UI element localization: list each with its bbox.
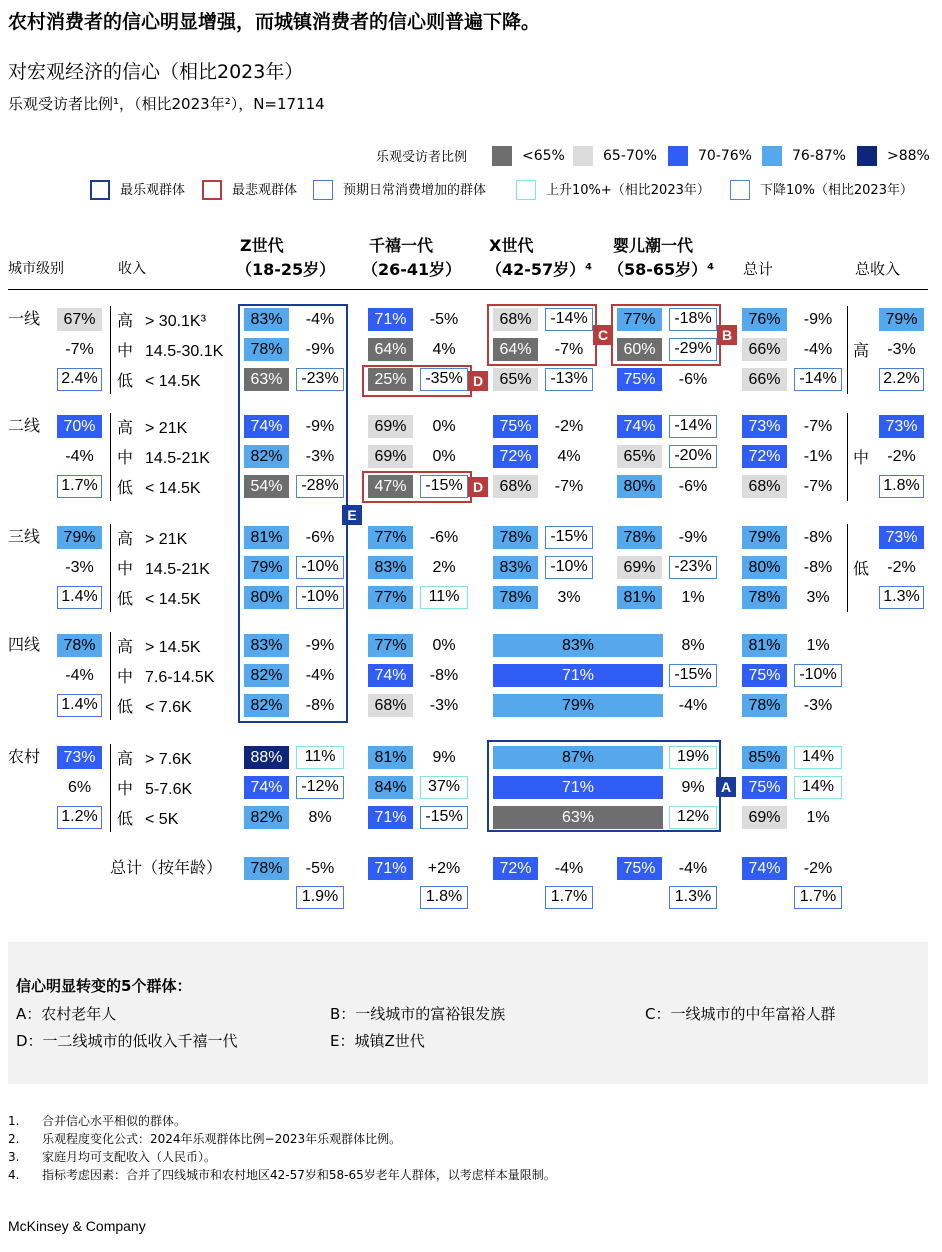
tier-name: 四线 (8, 637, 41, 654)
chart-subtitle: 乐观受访者比例¹，（相比2023年²），N=17114 (8, 95, 325, 113)
group-e-text: E：城镇Z世代 (330, 1032, 425, 1050)
genx-change: 3% (557, 589, 581, 606)
older-change: -4% (678, 697, 708, 714)
header-genz-1: Z世代 (240, 236, 284, 255)
group-e-outline (238, 304, 348, 723)
header-genx-1: X世代 (489, 236, 534, 255)
genz-value: 82% (244, 445, 289, 468)
tier-divider (110, 524, 111, 612)
boom-value: 75% (617, 368, 662, 391)
total-change: -9% (803, 311, 833, 328)
total-change: 3% (806, 589, 830, 606)
group-c-tag: C (593, 325, 613, 345)
boom-total-change: -4% (678, 860, 708, 877)
genx-value: 65% (493, 368, 538, 391)
tier-spend: 1.4% (57, 694, 102, 717)
boom-value: 77% (617, 308, 662, 331)
footnote-4-num: 4. (8, 1168, 20, 1182)
boom-total-value: 75% (617, 857, 662, 880)
total-income-change: -3% (887, 341, 916, 358)
tier-change: 6% (67, 779, 92, 796)
older-value: 71% (493, 664, 663, 687)
header-mill-2: （26-41岁） (362, 260, 462, 279)
group-c-outline (487, 304, 597, 366)
income-range: > 30.1K³ (145, 313, 206, 330)
genz-change: -9% (305, 637, 335, 654)
total-value: 79% (742, 526, 787, 549)
boom-change: -20% (669, 445, 717, 468)
income-range: < 14.5K (145, 480, 201, 497)
mill-value: 25% (368, 368, 413, 391)
mill-value: 84% (368, 776, 413, 799)
mill-value: 81% (368, 746, 413, 769)
total-change: -7% (803, 478, 833, 495)
tier-divider (110, 632, 111, 720)
header-genz-2: （18-25岁） (236, 260, 336, 279)
total-value: 75% (742, 664, 787, 687)
legend-down10: 下降10%（相比2023年） (760, 183, 913, 198)
genx-value: 83% (493, 556, 538, 579)
total-value: 78% (742, 586, 787, 609)
genx-total-change: -4% (554, 860, 584, 877)
legend-label: 乐观受访者比例 (376, 150, 468, 165)
income-level: 中 (117, 450, 134, 467)
mill-change: 11% (420, 586, 468, 609)
genx-value: 72% (493, 445, 538, 468)
total-total-change: -2% (803, 860, 833, 877)
mill-value: 69% (368, 415, 413, 438)
income-level: 高 (117, 313, 134, 330)
mill-total-value: 71% (368, 857, 413, 880)
total-value: 81% (742, 634, 787, 657)
group-b-text: B：一线城市的富裕银发族 (330, 1005, 506, 1023)
genz-value: 54% (244, 475, 289, 498)
genz-change: -10% (296, 586, 344, 609)
total-income-divider (847, 306, 848, 394)
footnote-2: 乐观程度变化公式：2024年乐观群体比例−2023年乐观群体比例。 (42, 1132, 402, 1146)
boom-change: -29% (669, 338, 717, 361)
genz-value: 74% (244, 776, 289, 799)
genz-change: -6% (305, 529, 335, 546)
age-total-label: 总计（按年龄） (110, 860, 223, 877)
headline: 农村消费者的信心明显增强，而城镇消费者的信心则普遍下降。 (8, 11, 541, 33)
mill-value: 74% (368, 664, 413, 687)
header-income: 收入 (118, 261, 146, 277)
total-value: 72% (742, 445, 787, 468)
tier-spend: 2.4% (57, 368, 102, 391)
income-level: 低 (117, 373, 134, 390)
genz-total-spend: 1.9% (296, 886, 344, 909)
income-level: 高 (117, 751, 134, 768)
income-range: 14.5-30.1K (145, 343, 224, 360)
older-value: 63% (493, 806, 663, 829)
total-value: 80% (742, 556, 787, 579)
genx-value: 75% (493, 415, 538, 438)
income-range: < 14.5K (145, 591, 201, 608)
genx-change: -10% (545, 556, 593, 579)
total-value: 66% (742, 338, 787, 361)
boom-change: 1% (681, 589, 705, 606)
boom-change: -6% (678, 371, 708, 388)
income-level: 高 (117, 531, 134, 548)
total-value: 78% (742, 694, 787, 717)
total-change: -3% (803, 697, 833, 714)
older-value: 83% (493, 634, 663, 657)
total-income-value: 73% (879, 415, 924, 438)
header-mill-1: 千禧一代 (369, 236, 434, 255)
total-value: 69% (742, 806, 787, 829)
footnote-1-num: 1. (8, 1114, 20, 1128)
total-value: 68% (742, 475, 787, 498)
genz-change: -28% (296, 475, 344, 498)
genz-change: -9% (305, 418, 335, 435)
income-range: 14.5-21K (145, 561, 210, 578)
total-change: 1% (806, 809, 830, 826)
older-change: 19% (669, 746, 717, 769)
total-income-value: 79% (879, 308, 924, 331)
mill-value: 69% (368, 445, 413, 468)
legend-bin-70-76: 70-76% (698, 148, 752, 164)
groups-title: 信心明显转变的5个群体： (16, 977, 192, 995)
older-value: 71% (493, 776, 663, 799)
genz-value: 74% (244, 415, 289, 438)
boom-value: 81% (617, 586, 662, 609)
group-a-outline (487, 740, 721, 832)
total-change: -8% (803, 529, 833, 546)
legend-spend-increase: 预期日常消费增加的群体 (343, 183, 487, 198)
group-d1-outline (362, 365, 472, 397)
older-change: 9% (681, 779, 705, 796)
genz-value: 83% (244, 634, 289, 657)
tier-divider (110, 744, 111, 832)
total-income-level: 中 (853, 450, 870, 467)
header-total: 总计 (743, 260, 774, 278)
older-change: 12% (669, 806, 717, 829)
mill-value: 68% (368, 694, 413, 717)
income-level: 中 (117, 781, 134, 798)
boom-value: 60% (617, 338, 662, 361)
mill-value: 47% (368, 475, 413, 498)
genx-value: 78% (493, 586, 538, 609)
total-income-change: -2% (887, 448, 916, 465)
total-total-value: 74% (742, 857, 787, 880)
genz-value: 83% (244, 308, 289, 331)
mill-value: 77% (368, 526, 413, 549)
boom-value: 78% (617, 526, 662, 549)
group-d-text: D：一二线城市的低收入千禧一代 (16, 1032, 238, 1050)
income-range: 5-7.6K (145, 781, 193, 798)
genz-change: -9% (305, 341, 335, 358)
tier-spend: 1.4% (57, 586, 102, 609)
genx-total-value: 72% (493, 857, 538, 880)
group-d1-tag: D (468, 371, 488, 391)
income-level: 低 (117, 699, 134, 716)
mill-change: 0% (432, 448, 456, 465)
tier-spend: 1.2% (57, 806, 102, 829)
total-income-spend: 2.2% (879, 368, 924, 391)
footnote-3: 家庭月均可支配收入（人民币）。 (42, 1150, 217, 1164)
mill-value: 77% (368, 634, 413, 657)
mill-change: 37% (420, 776, 468, 799)
older-change: 8% (681, 637, 705, 654)
legend-most-pessimistic: 最悲观群体 (232, 183, 298, 198)
legend-bin-gt88: >88% (887, 148, 930, 164)
mill-change: -6% (429, 529, 459, 546)
footnote-2-num: 2. (8, 1132, 20, 1146)
total-change: 14% (794, 776, 842, 799)
genz-change: -8% (305, 697, 335, 714)
total-income-change: -2% (887, 559, 916, 576)
genz-change: -23% (296, 368, 344, 391)
total-income-divider (847, 413, 848, 501)
income-level: 低 (117, 811, 134, 828)
mill-change: -15% (420, 475, 468, 498)
income-range: > 14.5K (145, 639, 201, 656)
total-change: -8% (803, 559, 833, 576)
mill-total-change: +2% (427, 860, 461, 877)
older-value: 87% (493, 746, 663, 769)
mill-total-spend: 1.8% (420, 886, 468, 909)
total-income-value: 73% (879, 526, 924, 549)
total-value: 85% (742, 746, 787, 769)
genx-change: -15% (545, 526, 593, 549)
mill-change: -35% (420, 368, 468, 391)
total-value: 73% (742, 415, 787, 438)
older-change: -15% (669, 664, 717, 687)
genz-value: 80% (244, 586, 289, 609)
genx-value: 68% (493, 308, 538, 331)
boom-value: 80% (617, 475, 662, 498)
mill-change: 4% (432, 341, 456, 358)
total-change: 14% (794, 746, 842, 769)
genz-value: 63% (244, 368, 289, 391)
tier-divider (110, 413, 111, 501)
group-a-text: A：农村老年人 (16, 1005, 117, 1023)
genz-value: 81% (244, 526, 289, 549)
genz-value: 79% (244, 556, 289, 579)
header-boom-1: 婴儿潮一代 (613, 236, 694, 255)
boom-change: -18% (669, 308, 717, 331)
mill-change: -5% (429, 311, 459, 328)
boom-value: 65% (617, 445, 662, 468)
older-value: 79% (493, 694, 663, 717)
group-d2-tag: D (468, 477, 488, 497)
genz-change: -3% (305, 448, 335, 465)
genx-total-spend: 1.7% (545, 886, 593, 909)
genz-value: 78% (244, 338, 289, 361)
header-genx-2: （42-57岁）⁴ (486, 260, 593, 279)
group-e-tag: E (342, 505, 362, 525)
income-range: < 14.5K (145, 373, 201, 390)
income-level: 中 (117, 669, 134, 686)
tier-spend: 1.7% (57, 475, 102, 498)
total-income-spend: 1.3% (879, 586, 924, 609)
mill-value: 71% (368, 308, 413, 331)
mill-value: 83% (368, 556, 413, 579)
mill-value: 71% (368, 806, 413, 829)
total-value: 66% (742, 368, 787, 391)
legend-bin-lt65: <65% (522, 148, 565, 164)
group-b-tag: B (717, 325, 737, 345)
income-level: 低 (117, 591, 134, 608)
footnote-1: 合并信心水平相似的群体。 (42, 1114, 187, 1128)
tier-value: 67% (57, 308, 102, 331)
mill-change: -3% (429, 697, 459, 714)
income-level: 中 (117, 343, 134, 360)
genx-value: 68% (493, 475, 538, 498)
total-change: -14% (794, 368, 842, 391)
legend-up10: 上升10%+（相比2023年） (546, 183, 710, 198)
tier-change: -4% (65, 448, 94, 465)
group-b-outline (611, 304, 721, 366)
chart-title: 对宏观经济的信心（相比2023年） (8, 61, 304, 83)
legend-bin-76-87: 76-87% (792, 148, 846, 164)
mill-value: 64% (368, 338, 413, 361)
mill-change: -15% (420, 806, 468, 829)
tier-value: 79% (57, 526, 102, 549)
boom-change: -6% (678, 478, 708, 495)
mill-value: 77% (368, 586, 413, 609)
genz-change: 8% (308, 809, 332, 826)
boom-total-spend: 1.3% (669, 886, 717, 909)
mill-change: 0% (432, 637, 456, 654)
income-level: 高 (117, 639, 134, 656)
brand: McKinsey & Company (8, 1218, 146, 1234)
genz-change: -10% (296, 556, 344, 579)
group-d2-outline (362, 471, 472, 503)
genz-change: -12% (296, 776, 344, 799)
genx-value: 64% (493, 338, 538, 361)
legend-bin-65-70: 65-70% (603, 148, 657, 164)
total-change: -1% (803, 448, 833, 465)
group-a-tag: A (716, 777, 736, 797)
genz-change: -4% (305, 311, 335, 328)
mill-change: 2% (432, 559, 456, 576)
mill-change: -8% (429, 667, 459, 684)
genz-change: -4% (305, 667, 335, 684)
total-change: 1% (806, 637, 830, 654)
genx-value: 78% (493, 526, 538, 549)
footnote-3-num: 3. (8, 1150, 20, 1164)
boom-change: -23% (669, 556, 717, 579)
total-income-divider (847, 524, 848, 612)
total-value: 75% (742, 776, 787, 799)
total-income-spend: 1.8% (879, 475, 924, 498)
total-income-level: 低 (853, 561, 870, 578)
genx-change: -13% (545, 368, 593, 391)
header-total-income: 总收入 (855, 260, 901, 278)
income-range: 14.5-21K (145, 450, 210, 467)
tier-value: 78% (57, 634, 102, 657)
genx-change: -14% (545, 308, 593, 331)
income-level: 低 (117, 480, 134, 497)
header-boom-2: （58-65岁）⁴ (608, 260, 715, 279)
tier-name: 三线 (8, 529, 41, 546)
boom-value: 74% (617, 415, 662, 438)
tier-divider (110, 306, 111, 394)
genz-value: 82% (244, 806, 289, 829)
genz-value: 82% (244, 694, 289, 717)
total-income-level: 高 (853, 343, 870, 360)
total-value: 76% (742, 308, 787, 331)
income-level: 中 (117, 561, 134, 578)
income-range: > 21K (145, 420, 188, 437)
genz-value: 82% (244, 664, 289, 687)
boom-value: 69% (617, 556, 662, 579)
genx-change: -2% (554, 418, 584, 435)
tier-change: -7% (65, 341, 94, 358)
boom-change: -14% (669, 415, 717, 438)
income-range: > 21K (145, 531, 188, 548)
genz-change: 11% (296, 746, 344, 769)
total-change: -4% (803, 341, 833, 358)
mill-change: 0% (432, 418, 456, 435)
income-level: 高 (117, 420, 134, 437)
genz-total-change: -5% (305, 860, 335, 877)
genx-change: -7% (554, 341, 584, 358)
genx-change: -7% (554, 478, 584, 495)
tier-name: 二线 (8, 418, 41, 435)
tier-value: 73% (57, 746, 102, 769)
total-change: -10% (794, 664, 842, 687)
legend-most-optimistic: 最乐观群体 (120, 183, 186, 198)
boom-change: -9% (678, 529, 708, 546)
income-range: < 5K (145, 811, 179, 828)
tier-change: -3% (65, 559, 94, 576)
income-range: > 7.6K (145, 751, 192, 768)
footnote-4: 指标考虑因素：合并了四线城市和农村地区42-57岁和58-65岁老年人群体，以考虑样本量限制。 (42, 1168, 556, 1182)
tier-name: 农村 (8, 749, 41, 766)
total-change: -7% (803, 418, 833, 435)
total-total-spend: 1.7% (794, 886, 842, 909)
mill-change: 9% (432, 749, 456, 766)
tier-change: -4% (65, 667, 94, 684)
genz-value: 88% (244, 746, 289, 769)
income-range: < 7.6K (145, 699, 192, 716)
tier-name: 一线 (8, 311, 41, 328)
tier-value: 70% (57, 415, 102, 438)
group-c-text: C：一线城市的中年富裕人群 (645, 1005, 836, 1023)
genz-total-value: 78% (244, 857, 289, 880)
header-city-tier: 城市级别 (8, 261, 64, 277)
genx-change: 4% (557, 448, 581, 465)
income-range: 7.6-14.5K (145, 669, 215, 686)
